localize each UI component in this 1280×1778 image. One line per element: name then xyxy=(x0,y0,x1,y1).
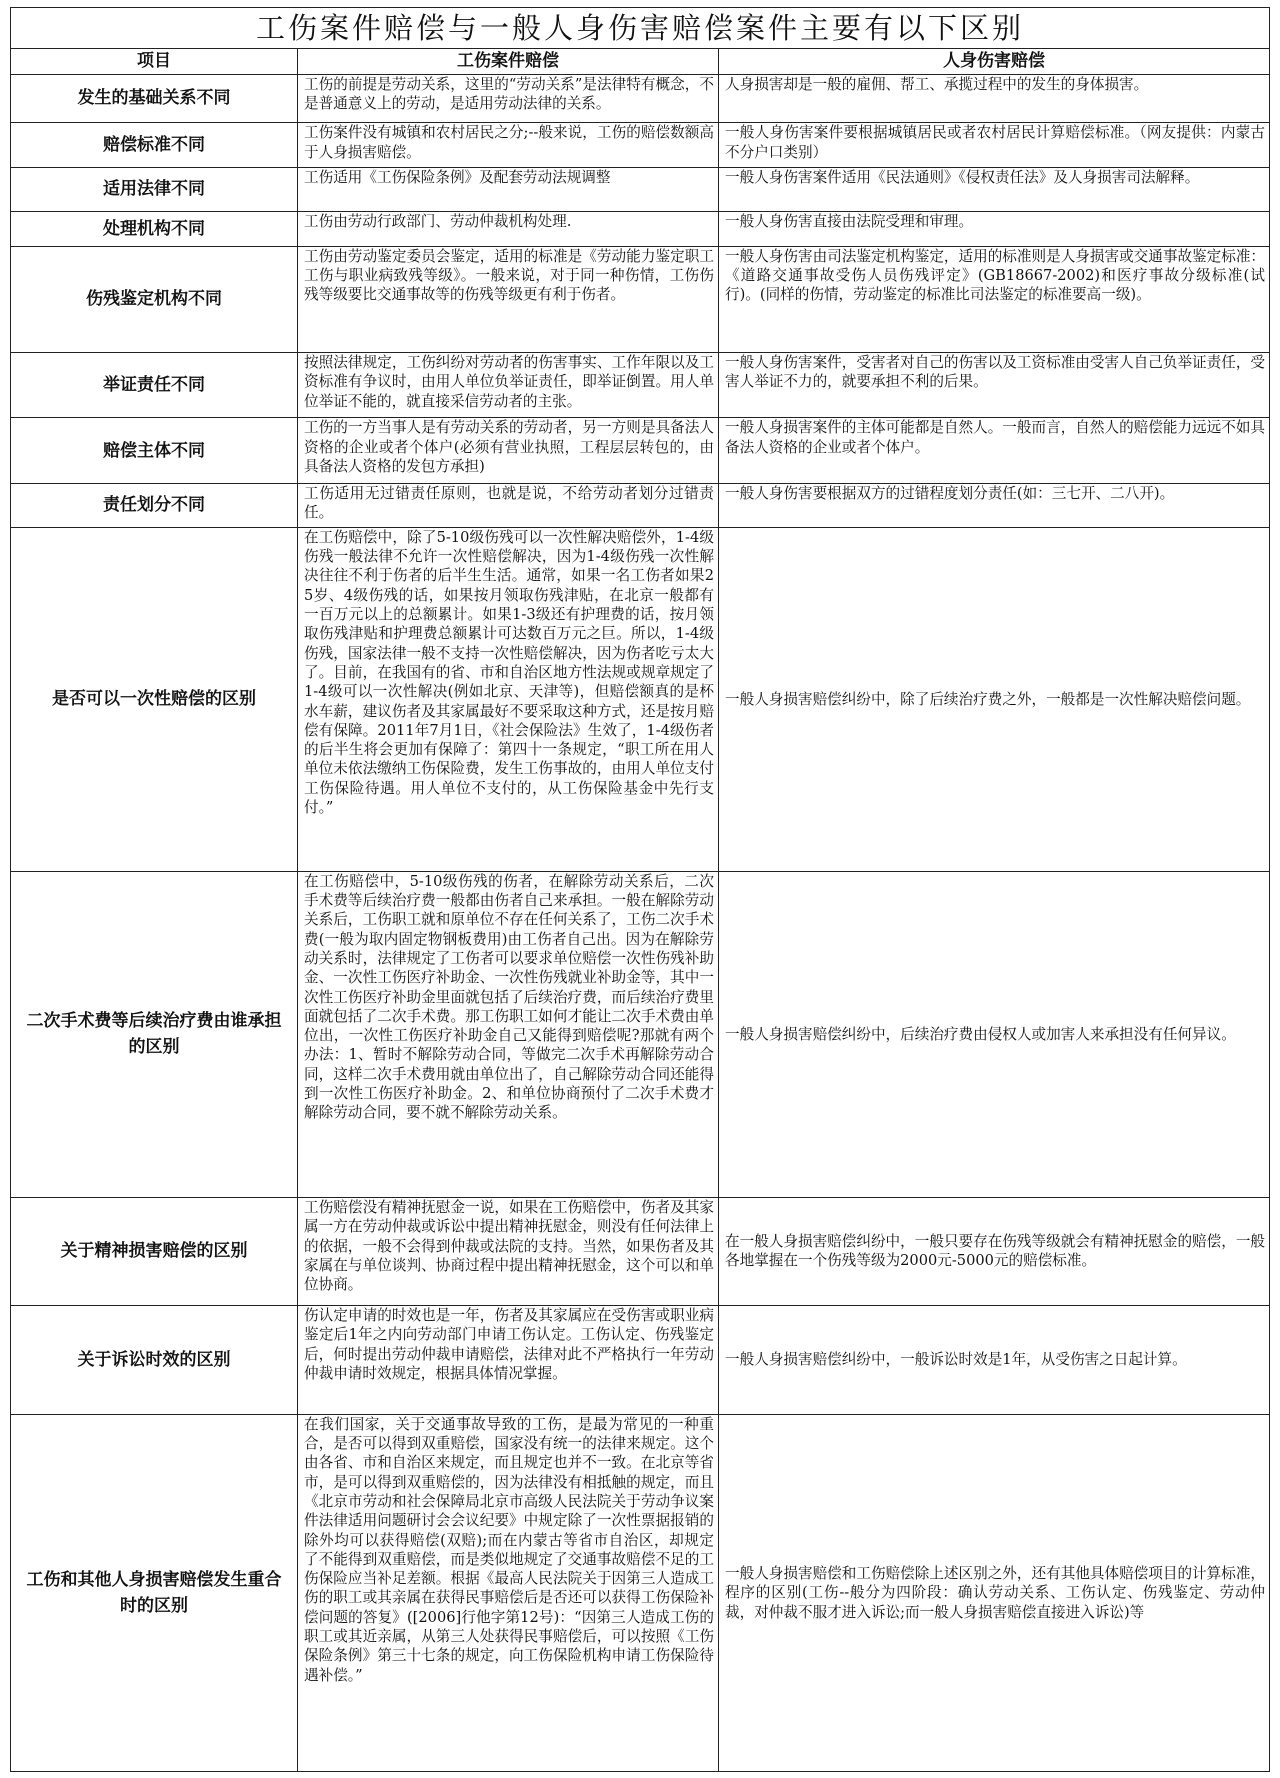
row-item-label: 处理机构不同 xyxy=(11,212,298,246)
work-injury-cell: 伤认定申请的时效也是一年，伤者及其家属应在受伤害或职业病鉴定后1年之内向劳动部门申请工伤认定。工伤认定、伤残鉴定后，何时提出劳动仲裁申请赔偿，法律对此不严格执行一年劳动仲裁申请时效规定，根据具体情况掌握。 xyxy=(298,1306,719,1415)
work-injury-cell: 工伤的一方当事人是有劳动关系的劳动者，另一方则是具备法人资格的企业或者个体户(必须有营业执照，工程层层转包的，由具备法人资格的发包方承担) xyxy=(298,418,719,483)
title-row xyxy=(11,8,1270,49)
comparison-sheet xyxy=(10,7,1269,1772)
personal-injury-cell: 人身损害却是一般的雇佣、帮工、承揽过程中的发生的身体损害。 xyxy=(719,74,1270,123)
table-row xyxy=(11,246,1270,353)
table-row xyxy=(11,483,1270,527)
work-injury-cell: 工伤由劳动鉴定委员会鉴定，适用的标准是《劳动能力鉴定职工工伤与职业病致残等级》。一般来说，对于同一种伤情，工伤伤残等级要比交通事故等的伤残等级更有利于伤者。 xyxy=(298,246,719,353)
row-item-label: 关于诉讼时效的区别 xyxy=(11,1306,298,1415)
row-item-label: 适用法律不同 xyxy=(11,167,298,211)
personal-injury-cell: 一般人身伤害直接由法院受理和审理。 xyxy=(719,212,1270,246)
row-item-label: 是否可以一次性赔偿的区别 xyxy=(11,527,298,871)
personal-injury-cell: 一般人身损害赔偿纠纷中，后续治疗费由侵权人或加害人来承担没有任何异议。 xyxy=(719,871,1270,1197)
work-injury-cell: 工伤适用无过错责任原则，也就是说，不给劳动者划分过错责任。 xyxy=(298,483,719,527)
row-item-label: 关于精神损害赔偿的区别 xyxy=(11,1197,298,1305)
row-item-label: 举证责任不同 xyxy=(11,353,298,418)
header-work-injury: 工伤案件赔偿 xyxy=(298,49,719,75)
personal-injury-cell: 在一般人身损害赔偿纠纷中，一般只要存在伤残等级就会有精神抚慰金的赔偿，一般各地掌握在一个伤残等级为2000元-5000元的赔偿标准。 xyxy=(719,1197,1270,1305)
header-row xyxy=(11,49,1270,75)
header-item: 项目 xyxy=(11,49,298,75)
row-item-label: 伤残鉴定机构不同 xyxy=(11,246,298,353)
work-injury-cell: 在我们国家，关于交通事故导致的工伤，是最为常见的一种重合，是否可以得到双重赔偿，国家没有统一的法律来规定。这个由各省、市和自治区来规定，而且规定也并不一致。在北京等省市，是可以得到双重赔偿的，因为法律没有相抵触的规定，而且《北京市劳动和社会保障局北京市高级人民法院关于劳动争议案件法律适用问题研讨会会议纪要》中规定除了一次性票据报销的除外均可以获得赔偿(双赔);而在内蒙古等省市自治区，却规定了不能得到双重赔偿，而是类似地规定了交通事故赔偿不足的工伤保险应当补足差额。根据《最高人民法院关于因第三人造成工伤的职工或其亲属在获得民事赔偿后是否还可以获得工伤保险补偿问题的答复》([2006]行他字第12号)：“因第三人造成工伤的职工或其近亲属，从第三人处获得民事赔偿后，可以按照《工伤保险条例》第三十七条的规定，向工伤保险机构申请工伤保险待遇补偿。” xyxy=(298,1414,719,1771)
personal-injury-cell: 一般人身伤害要根据双方的过错程度划分责任(如：三七开、二八开)。 xyxy=(719,483,1270,527)
work-injury-cell: 工伤案件没有城镇和农村居民之分;--般来说，工伤的赔偿数额高于人身损害赔偿。 xyxy=(298,123,719,167)
work-injury-cell: 工伤由劳动行政部门、劳动仲裁机构处理. xyxy=(298,212,719,246)
personal-injury-cell: 一般人身损害赔偿和工伤赔偿除上述区别之外，还有其他具体赔偿项目的计算标准，程序的区别(工伤--般分为四阶段：确认劳动关系、工伤认定、伤残鉴定、劳动仲裁，对仲裁不服才进入诉讼;而一般人身损害赔偿直接进入诉讼)等 xyxy=(719,1414,1270,1771)
page-title: 工伤案件赔偿与一般人身伤害赔偿案件主要有以下区别 xyxy=(11,8,1270,49)
work-injury-cell: 工伤的前提是劳动关系，这里的“劳动关系”是法律特有概念，不是普通意义上的劳动，是适用劳动法律的关系。 xyxy=(298,74,719,123)
table-row xyxy=(11,871,1270,1197)
personal-injury-cell: 一般人身伤害案件，受害者对自己的伤害以及工资标准由受害人自己负举证责任，受害人举证不力的，就要承担不利的后果。 xyxy=(719,353,1270,418)
table-row xyxy=(11,1306,1270,1415)
table-row xyxy=(11,74,1270,123)
row-item-label: 责任划分不同 xyxy=(11,483,298,527)
table-row xyxy=(11,418,1270,483)
table-row xyxy=(11,1197,1270,1305)
row-item-label: 赔偿标准不同 xyxy=(11,123,298,167)
table-row xyxy=(11,353,1270,418)
table-row xyxy=(11,212,1270,246)
personal-injury-cell: 一般人身伤害案件要根据城镇居民或者农村居民计算赔偿标准。（网友提供：内蒙古不分户口类别） xyxy=(719,123,1270,167)
work-injury-cell: 按照法律规定，工伤纠纷对劳动者的伤害事实、工作年限以及工资标准有争议时，由用人单位负举证责任，即举证倒置。用人单位举证不能的，就直接采信劳动者的主张。 xyxy=(298,353,719,418)
work-injury-cell: 在工伤赔偿中，5-10级伤残的伤者，在解除劳动关系后，二次手术费等后续治疗费一般都由伤者自己来承担。一般在解除劳动关系后，工伤职工就和原单位不存在任何关系了，工伤二次手术费(一般为取内固定物钢板费用)由工伤者自己出。因为在解除劳动关系时，法律规定了工伤者可以要求单位赔偿一次性伤残补助金、一次性工伤医疗补助金、一次性伤残就业补助金等，其中一次性工伤医疗补助金里面就包括了后续治疗费，而后续治疗费里面就包括了二次手术费。那工伤职工如何才能让二次手术费由单位出，一次性工伤医疗补助金自己又能得到赔偿呢?那就有两个办法：1、暂时不解除劳动合同，等做完二次手术再解除劳动合同，这样二次手术费用就由单位出了，自己解除劳动合同还能得到一次性工伤医疗补助金。2、和单位协商预付了二次手术费才解除劳动合同，要不就不解除劳动关系。 xyxy=(298,871,719,1197)
personal-injury-cell: 一般人身损害案件的主体可能都是自然人。一般而言，自然人的赔偿能力远远不如具备法人资格的企业或者个体户。 xyxy=(719,418,1270,483)
work-injury-cell: 在工伤赔偿中，除了5-10级伤残可以一次性解决赔偿外，1-4级伤残一般法律不允许一次性赔偿解决，因为1-4级伤残一次性解决往往不利于伤者的后半生生活。通常，如果一名工伤者如果25岁、4级伤残的话，如果按月领取伤残津贴，在北京一般都有一百万元以上的总额累计。如果1-3级还有护理费的话，按月领取伤残津贴和护理费总额累计可达数百万元之巨。所以，1-4级伤残，国家法律一般不支持一次性赔偿解决，因为伤者吃亏太大了。目前，在我国有的省、市和自治区地方性法规或规章规定了1-4级可以一次性解决(例如北京、天津等)，但赔偿额真的是杯水车薪，建议伤者及其家属最好不要采取这种方式，还是按月赔偿有保障。2011年7月1日，《社会保险法》生效了，1-4级伤者的后半生将会更加有保障了：第四十一条规定，“职工所在用人单位未依法缴纳工伤保险费，发生工伤事故的，由用人单位支付工伤保险待遇。用人单位不支付的，从工伤保险基金中先行支付。” xyxy=(298,527,719,871)
personal-injury-cell: 一般人身伤害案件适用《民法通则》《侵权责任法》及人身损害司法解释。 xyxy=(719,167,1270,211)
table-row xyxy=(11,527,1270,871)
header-personal-injury: 人身伤害赔偿 xyxy=(719,49,1270,75)
personal-injury-cell: 一般人身损害赔偿纠纷中，除了后续治疗费之外，一般都是一次性解决赔偿问题。 xyxy=(719,527,1270,871)
row-item-label: 二次手术费等后续治疗费由谁承担的区别 xyxy=(11,871,298,1197)
table-row xyxy=(11,167,1270,211)
work-injury-cell: 工伤适用《工伤保险条例》及配套劳动法规调整 xyxy=(298,167,719,211)
row-item-label: 发生的基础关系不同 xyxy=(11,74,298,123)
comparison-table xyxy=(10,7,1270,1772)
work-injury-cell: 工伤赔偿没有精神抚慰金一说，如果在工伤赔偿中，伤者及其家属一方在劳动仲裁或诉讼中提出精神抚慰金，则没有任何法律上的依据，一般不会得到仲裁或法院的支持。当然，如果伤者及其家属在与单位谈判、协商过程中提出精神抚慰金，这个可以和单位协商。 xyxy=(298,1197,719,1305)
personal-injury-cell: 一般人身损害赔偿纠纷中，一般诉讼时效是1年，从受伤害之日起计算。 xyxy=(719,1306,1270,1415)
table-row xyxy=(11,123,1270,167)
table-row xyxy=(11,1414,1270,1771)
personal-injury-cell: 一般人身伤害由司法鉴定机构鉴定，适用的标准则是人身损害或交通事故鉴定标准：《道路交通事故受伤人员伤残评定》(GB18667-2002)和医疗事故分级标准(试行)。(同样的伤情，劳动鉴定的标准比司法鉴定的标准要高一级)。 xyxy=(719,246,1270,353)
row-item-label: 赔偿主体不同 xyxy=(11,418,298,483)
row-item-label: 工伤和其他人身损害赔偿发生重合时的区别 xyxy=(11,1414,298,1771)
